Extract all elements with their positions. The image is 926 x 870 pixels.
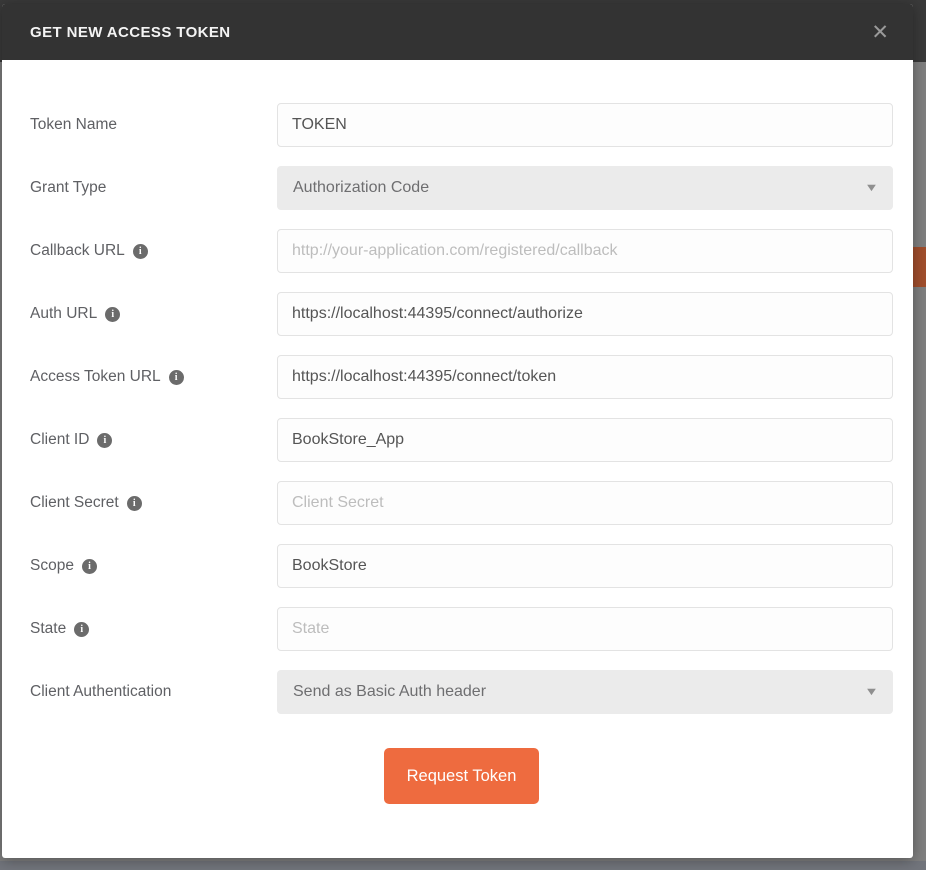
field-label: Client Authentication (30, 683, 172, 700)
client-authentication-select[interactable] (277, 670, 893, 714)
select-value: Send as Basic Auth header (293, 683, 487, 700)
info-icon[interactable]: i (82, 559, 97, 574)
client-secret-input[interactable] (277, 481, 893, 525)
background-app-accent (913, 247, 926, 287)
select-value: Authorization Code (293, 179, 430, 196)
form-row-auth-url (30, 292, 893, 336)
form-row-client-id (30, 418, 893, 462)
info-icon[interactable]: i (74, 622, 89, 637)
info-icon[interactable]: i (97, 433, 112, 448)
token-form (30, 103, 893, 714)
callback-url-input[interactable] (277, 229, 893, 273)
scope-input[interactable] (277, 544, 893, 588)
field-label: Callback URL i (30, 242, 277, 260)
field-label: State i (30, 620, 277, 638)
grant-type-select[interactable] (277, 166, 893, 210)
field-label: Access Token URL i (30, 368, 277, 386)
form-row-client-authentication (30, 670, 893, 714)
client-id-input[interactable] (277, 418, 893, 462)
chevron-down-icon: ▼ (864, 686, 879, 698)
state-input[interactable] (277, 607, 893, 651)
info-icon[interactable]: i (127, 496, 142, 511)
dialog-body (2, 60, 913, 858)
form-row-state (30, 607, 893, 651)
field-label: Client Secret i (30, 494, 277, 512)
get-new-access-token-dialog (2, 4, 913, 858)
field-label: Client ID i (30, 431, 277, 449)
info-icon[interactable]: i (133, 244, 148, 259)
field-label: Grant Type (30, 179, 107, 196)
form-row-callback-url (30, 229, 893, 273)
form-row-access-token-url (30, 355, 893, 399)
dialog-header (2, 4, 913, 60)
button-row (30, 748, 893, 804)
form-row-scope (30, 544, 893, 588)
field-label: Scope i (30, 557, 277, 575)
field-label: Token Name (30, 116, 118, 133)
token-name-input[interactable] (277, 103, 893, 147)
info-icon[interactable]: i (169, 370, 184, 385)
form-row-client-secret (30, 481, 893, 525)
field-label: Auth URL i (30, 305, 277, 323)
auth-url-input[interactable] (277, 292, 893, 336)
info-icon[interactable]: i (105, 307, 120, 322)
dialog-title: GET NEW ACCESS TOKEN (30, 23, 231, 41)
form-row-grant-type (30, 166, 893, 210)
background-app-bottom (0, 861, 926, 870)
close-icon[interactable]: ✕ (871, 20, 889, 44)
chevron-down-icon: ▼ (864, 182, 879, 194)
access-token-url-input[interactable] (277, 355, 893, 399)
form-row-token-name (30, 103, 893, 147)
request-token-button[interactable]: Request Token (384, 748, 540, 804)
